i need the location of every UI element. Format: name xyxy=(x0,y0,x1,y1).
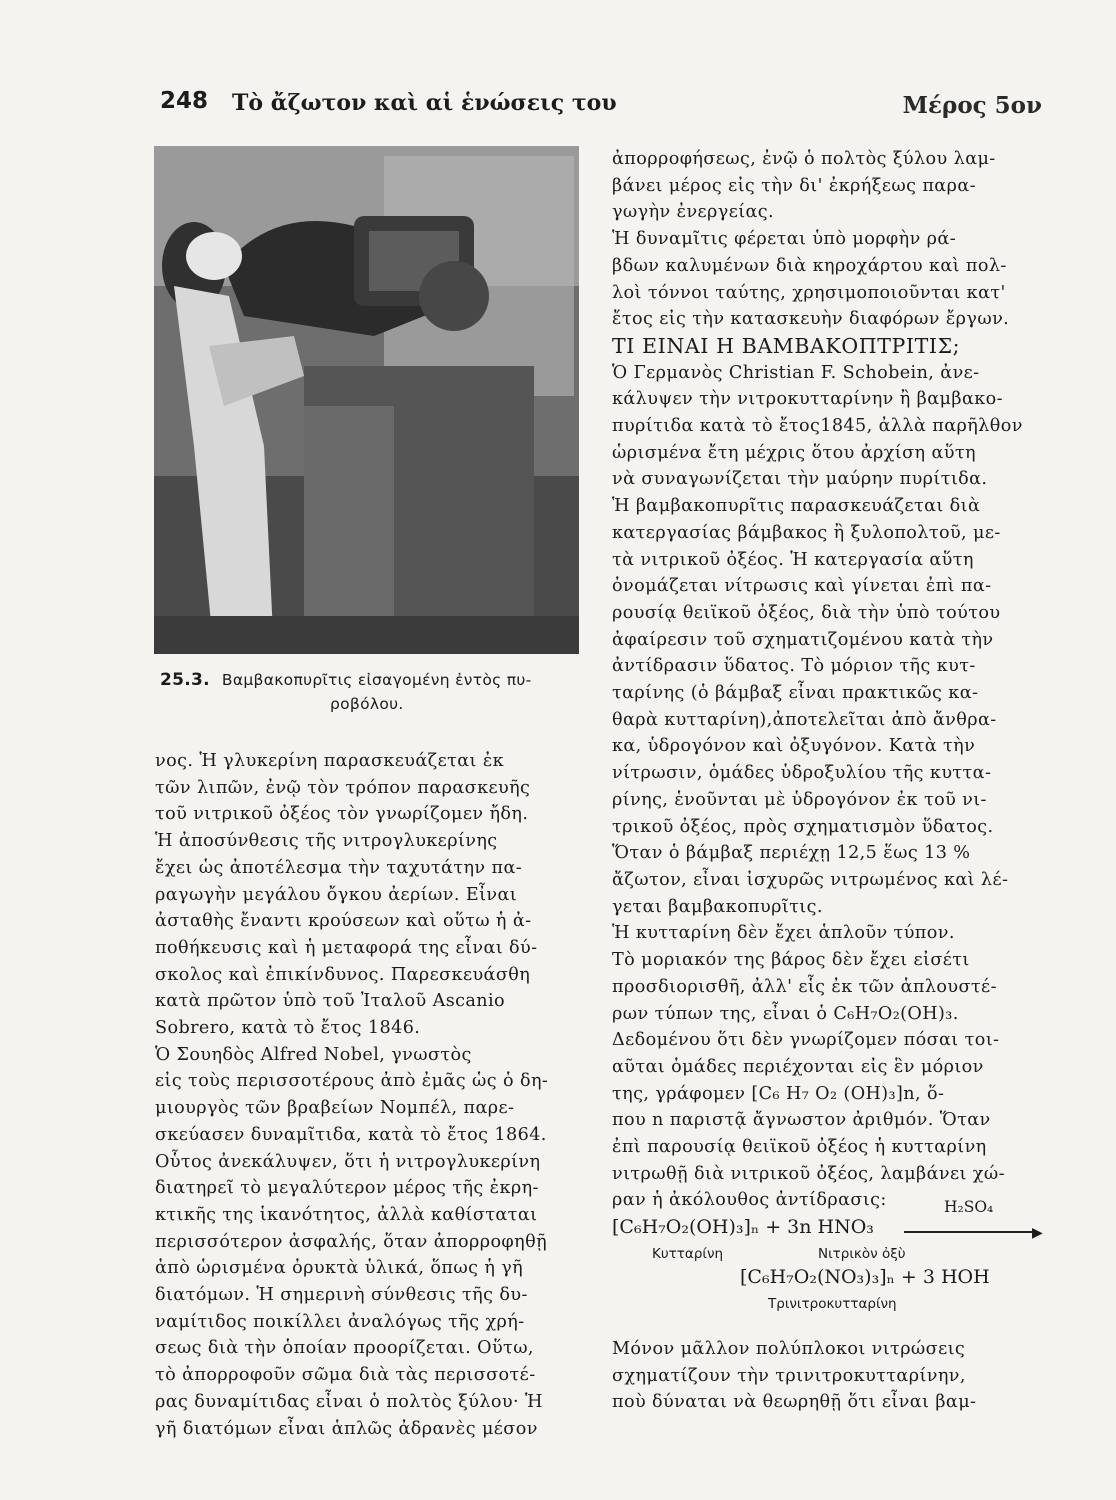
text-line: σκεύασεν δυναμῖτιδα, κατὰ τὸ ἔτος 1864. xyxy=(155,1124,547,1145)
text-line: Οὗτος ἀνεκάλυψεν, ὅτι ἡ νιτρογλυκερίνη xyxy=(155,1151,541,1172)
reaction-reactants: [C₆H₇O₂(OH)₃]ₙ + 3n HNO₃ xyxy=(612,1216,874,1238)
text-line: Ἡ ἀποσύνθεσις τῆς νιτρογλυκερίνης xyxy=(155,831,498,852)
text-line: ραν ἡ ἀκόλουθος ἀντίδρασις: xyxy=(612,1190,887,1211)
photo-illustration xyxy=(154,146,579,654)
text-line: ἀπορροφήσεως, ἐνῷ ὁ πολτὸς ξύλου λαμ- xyxy=(612,149,996,169)
page-number: 248 xyxy=(160,88,209,114)
caption-line-1: Βαμβακοπυρῖτις εἰσαγομένη ἐντὸς πυ- xyxy=(221,671,532,689)
text-line: νὰ συναγωνίζεται τὴν μαύρην πυρίτιδα. xyxy=(612,469,988,490)
text-line: ρων τύπων της, εἶναι ὁ C₆H₇O₂(OH)₃. xyxy=(612,1003,959,1024)
text-line: πυρίτιδα κατὰ τὸ ἔτος1845, ἀλλὰ παρῆλθον xyxy=(612,416,1023,437)
text-line: Μόνον μᾶλλον πολύπλοκοι νιτρώσεις xyxy=(612,1339,966,1359)
figure-photo xyxy=(154,146,579,654)
text-line: ποὺ δύναται νὰ θεωρηθῇ ὅτι εἶναι βαμ- xyxy=(612,1392,977,1413)
text-line: νος. Ἡ γλυκερίνη παρασκευάζεται ἐκ xyxy=(155,751,505,771)
text-line: γεται βαμβακοπυρῖτις. xyxy=(612,896,823,917)
label-cellulose: Κυτταρίνη xyxy=(652,1246,724,1262)
reaction-catalyst: H₂SO₄ xyxy=(944,1198,994,1216)
text-line: ταρίνης (ὁ βάμβαξ εἶναι πρακτικῶς κα- xyxy=(612,683,979,704)
text-line: νιτρωθῇ διὰ νιτρικοῦ ὀξέος, λαμβάνει χώ- xyxy=(612,1163,1005,1184)
text-line: Ὁ Σουηδὸς Alfred Nobel, γνωστὸς xyxy=(155,1044,472,1065)
text-line: κατεργασίας βάμβακος ἢ ξυλοπολτοῦ, με- xyxy=(612,522,1001,543)
text-line: θαρὰ κυτταρίνη),ἀποτελεῖται ἀπὸ ἄνθρα- xyxy=(612,709,997,730)
text-line: ἀσταθὴς ἔναντι κρούσεων καὶ οὕτω ἡ ἀ- xyxy=(155,911,532,932)
reaction-arrow xyxy=(904,1231,1036,1233)
right-column-end xyxy=(612,1336,1048,1416)
text-line: σεως διὰ τὴν ὁποίαν προορίζεται. Οὕτω, xyxy=(155,1338,534,1359)
text-line: που n παριστᾷ ἄγνωστον ἀριθμόν. Ὅταν xyxy=(612,1110,991,1131)
section-heading: ΤΙ ΕΙΝΑΙ Η ΒΑΜΒΑΚΟΠΤΡΙΤΙΣ; xyxy=(612,333,961,358)
text-line: Δεδομένου ὅτι δὲν γνωρίζομεν πόσαι τοι- xyxy=(612,1030,1000,1051)
text-line: ρας δυναμίτιδας εἶναι ὁ πολτὸς ξύλου· Ἡ xyxy=(155,1391,543,1412)
text-line: της, γράφομεν [C₆ H₇ O₂ (OH)₃]n, ὅ- xyxy=(612,1083,945,1104)
text-line: ἀπὸ ὡρισμένα ὀρυκτὰ ὑλικά, ὅπως ἡ γῆ xyxy=(155,1258,524,1279)
text-line: σχηματίζουν τὴν τρινιτροκυτταρίνην, xyxy=(612,1365,966,1386)
text-line: Ἡ δυναμῖτις φέρεται ὑπὸ μορφὴν ρά- xyxy=(612,229,957,250)
text-line: εἰς τοὺς περισσοτέρους ἀπὸ ἐμᾶς ὡς ὁ δη- xyxy=(155,1071,549,1092)
text-line: ὀνομάζεται νίτρωσις καὶ γίνεται ἐπὶ πα- xyxy=(612,576,992,597)
text-line: μιουργὸς τῶν βραβείων Νομπέλ, παρε- xyxy=(155,1098,515,1119)
text-line: τὸ ἀπορροφοῦν σῶμα διὰ τὰς περισσοτέ- xyxy=(155,1365,536,1386)
text-line: κάλυψεν τὴν νιτροκυτταρίνην ἢ βαμβακο- xyxy=(612,389,1003,410)
text-line: Ὅταν ὁ βάμβαξ περιέχῃ 12,5 ἕως 13 % xyxy=(612,843,971,864)
text-line: τοῦ νιτρικοῦ ὀξέος τὸν γνωρίζομεν ἤδη. xyxy=(155,804,529,825)
text-line: νίτρωσιν, ὁμάδες ὑδροξυλίου τῆς κυττα- xyxy=(612,763,992,784)
text-line: ἔχει ὡς ἀποτέλεσμα τὴν ταχυτάτην πα- xyxy=(155,857,523,878)
text-line: σκολος καὶ ἐπικίνδυνος. Παρεσκευάσθη xyxy=(155,964,531,985)
text-line: λοὶ τόννοι ταύτης, χρησιμοποιοῦνται κατ' xyxy=(612,282,1006,303)
text-line: ποθήκευσις καὶ ἡ μεταφορά της εἶναι δύ- xyxy=(155,937,538,958)
right-column xyxy=(612,146,1048,1214)
text-line: Ἡ βαμβακοπυρῖτις παρασκευάζεται διὰ xyxy=(612,496,981,517)
figure-caption xyxy=(160,668,580,716)
chemical-reaction xyxy=(612,1198,1052,1318)
arrow-head-icon: ▶ xyxy=(1032,1225,1043,1241)
text-line: βάνει μέρος εἰς τὴν δι' ἐκρήξεως παρα- xyxy=(612,175,976,196)
reaction-products: [C₆H₇O₂(NO₃)₃]ₙ + 3 HOH xyxy=(740,1266,990,1288)
figure-number: 25.3. xyxy=(160,670,210,690)
running-title: Τὸ ἄζωτον καὶ αἱ ἑνώσεις του xyxy=(232,90,617,116)
text-line: κα, ὑδρογόνον καὶ ὀξυγόνον. Κατὰ τὴν xyxy=(612,736,976,757)
text-line: ἔτος εἰς τὴν κατασκευὴν διαφόρων ἔργων. xyxy=(612,309,1010,330)
text-line: ρίνης, ἑνοῦνται μὲ ὑδρογόνον ἐκ τοῦ νι- xyxy=(612,789,987,810)
text-line: αῦται ὁμάδες περιέχονται εἰς ἓν μόριον xyxy=(612,1056,984,1077)
left-column xyxy=(155,748,587,1442)
text-line: διατηρεῖ τὸ μεγαλύτερον μέρος τῆς ἐκρη- xyxy=(155,1178,539,1199)
text-line: γωγὴν ἐνεργείας. xyxy=(612,202,775,223)
text-line: κατὰ πρῶτον ὑπὸ τοῦ Ἰταλοῦ Ascanio xyxy=(155,991,506,1012)
text-line: τρικοῦ ὀξέος, πρὸς σχηματισμὸν ὕδατος. xyxy=(612,816,994,837)
text-line: περισσότερον ἀσφαλής, ὅταν ἀπορροφηθῇ xyxy=(155,1231,548,1252)
label-trinitrocellulose: Τρινιτροκυτταρίνη xyxy=(768,1296,897,1312)
text-line: ναμίτιδος ποικίλλει ἀναλόγως τῆς χρή- xyxy=(155,1311,525,1332)
text-line: Ἡ κυτταρίνη δὲν ἔχει ἁπλοῦν τύπον. xyxy=(612,923,955,944)
text-line: προσδιορισθῆ, ἀλλ' εἷς ἐκ τῶν ἁπλουστέ- xyxy=(612,976,997,997)
text-line: ἄζωτον, εἶναι ἰσχυρῶς νιτρωμένος καὶ λέ- xyxy=(612,869,1009,890)
text-line: τῶν λιπῶν, ἐνῷ τὸν τρόπον παρασκευῆς xyxy=(155,777,531,798)
text-line: ἀφαίρεσιν τοῦ σχηματιζομένου κατὰ τὴν xyxy=(612,629,994,650)
text-line: διατόμων. Ἡ σημερινὴ σύνθεσις τῆς δυ- xyxy=(155,1285,528,1306)
text-line: κτικῆς της ἱκανότητος, ἀλλὰ καθίσταται xyxy=(155,1204,538,1225)
text-line: Ὁ Γερμανὸς Christian F. Schobein, ἀνε- xyxy=(612,362,980,383)
part-label: Μέρος 5ον xyxy=(902,92,1042,119)
text-line: τὰ νιτρικοῦ ὀξέος. Ἡ κατεργασία αὕτη xyxy=(612,549,974,570)
text-line: Τὸ μοριακόν της βάρος δὲν ἔχει εἰσέτι xyxy=(612,950,970,971)
text-line: ἀντίδρασιν ὕδατος. Τὸ μόριον τῆς κυτ- xyxy=(612,656,976,677)
text-line: ὡρισμένα ἔτη μέχρις ὅτου ἀρχίση αὕτη xyxy=(612,442,976,463)
text-line: γῆ διατόμων εἶναι ἁπλῶς ἀδρανὲς μέσον xyxy=(155,1418,538,1439)
text-line: Sobrero, κατὰ τὸ ἔτος 1846. xyxy=(155,1018,421,1039)
text-line: ἐπὶ παρουσίᾳ θειϊκοῦ ὀξέος ἡ κυτταρίνη xyxy=(612,1137,987,1158)
caption-line-2: ροβόλου. xyxy=(330,695,404,713)
text-line: ραγωγὴν μεγάλου ὄγκου ἀερίων. Εἶναι xyxy=(155,884,518,905)
label-nitric-acid: Νιτρικὸν ὀξὺ xyxy=(818,1246,906,1262)
text-line: ρουσίᾳ θειϊκοῦ ὀξέος, διὰ τὴν ὑπὸ τούτου xyxy=(612,602,1001,623)
text-line: βδων καλυμένων διὰ κηροχάρτου καὶ πολ- xyxy=(612,255,1007,276)
